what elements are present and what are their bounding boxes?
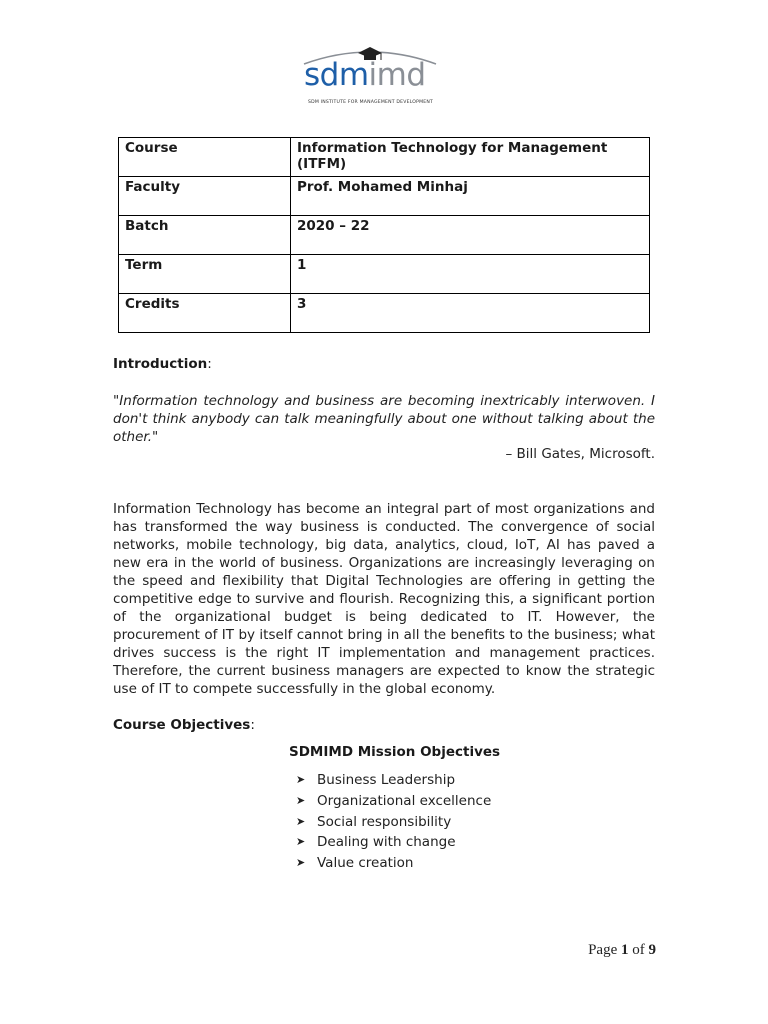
arrow-bullet-icon: ➤: [296, 773, 306, 787]
course-objectives-heading-text: Course Objectives: [113, 717, 251, 733]
term-label: Term: [119, 255, 291, 294]
of-word: of: [632, 942, 645, 958]
mission-objectives-title: SDMIMD Mission Objectives: [289, 744, 501, 760]
mission-item-label: Organizational excellence: [317, 793, 492, 810]
mission-item-label: Dealing with change: [317, 834, 456, 851]
logo-wordmark: [304, 57, 426, 93]
mission-objectives-list: [296, 770, 491, 873]
logo-text-imd: imd: [368, 57, 426, 93]
page-word: Page: [588, 942, 618, 958]
table-row: [119, 177, 650, 216]
page-current: 1: [621, 942, 629, 958]
credits-value: 3: [291, 294, 650, 333]
list-item: [296, 853, 491, 874]
mission-item-label: Social responsibility: [317, 813, 452, 830]
mission-item-label: Business Leadership: [317, 772, 456, 789]
list-item: [296, 832, 491, 853]
course-info-table: [118, 137, 650, 333]
arrow-bullet-icon: ➤: [296, 814, 306, 828]
course-objectives-heading: [113, 717, 255, 733]
course-value: Information Technology for Management (ITFM): [291, 138, 650, 177]
table-row: [119, 294, 650, 333]
list-item: [296, 791, 491, 812]
bill-gates-quote: "Information technology and business are becoming inextricably interwoven. I don't think anybody can talk meaningfully about one without talking about the other.": [113, 393, 655, 445]
logo-text-sdm: sdm: [304, 57, 369, 93]
page-number: [588, 942, 656, 959]
quote-attribution: – Bill Gates, Microsoft.: [505, 446, 655, 462]
table-row: [119, 216, 650, 255]
course-label: Course: [119, 138, 291, 177]
institute-logo: [300, 44, 440, 114]
term-value: 1: [291, 255, 650, 294]
introduction-colon: :: [207, 356, 212, 372]
introduction-heading-text: Introduction: [113, 356, 208, 372]
course-objectives-colon: :: [250, 717, 255, 733]
page-total: 9: [648, 942, 656, 958]
batch-label: Batch: [119, 216, 291, 255]
batch-value: 2020 – 22: [291, 216, 650, 255]
list-item: [296, 811, 491, 832]
table-row: [119, 255, 650, 294]
faculty-label: Faculty: [119, 177, 291, 216]
list-item: [296, 770, 491, 791]
arrow-bullet-icon: ➤: [296, 856, 306, 870]
faculty-value: Prof. Mohamed Minhaj: [291, 177, 650, 216]
credits-label: Credits: [119, 294, 291, 333]
introduction-heading: [113, 356, 212, 372]
arrow-bullet-icon: ➤: [296, 835, 306, 849]
table-row: [119, 138, 650, 177]
arrow-bullet-icon: ➤: [296, 794, 306, 808]
logo-subtitle: SDM INSTITUTE FOR MANAGEMENT DEVELOPMENT: [308, 100, 434, 105]
mission-item-label: Value creation: [317, 855, 414, 872]
introduction-paragraph: Information Technology has become an integral part of most organizations and has transformed the way business is conducted. The convergence of social networks, mobile technology, big data, analytics, cloud, IoT, AI has paved a new era in the world of business. Organizations are increasingly leveraging on the speed and flexibility that Digital Technologies are offering in getting the competitive edge to survive and flourish. Recognizing this, a significant portion of the organizational budget is being dedicated to IT. However, the procurement of IT by itself cannot bring in all the benefits to the business; what drives success is the right IT implementation and management practices. Therefore, the current business managers are expected to know the strategic use of IT to compete successfully in the global economy.: [113, 501, 655, 697]
